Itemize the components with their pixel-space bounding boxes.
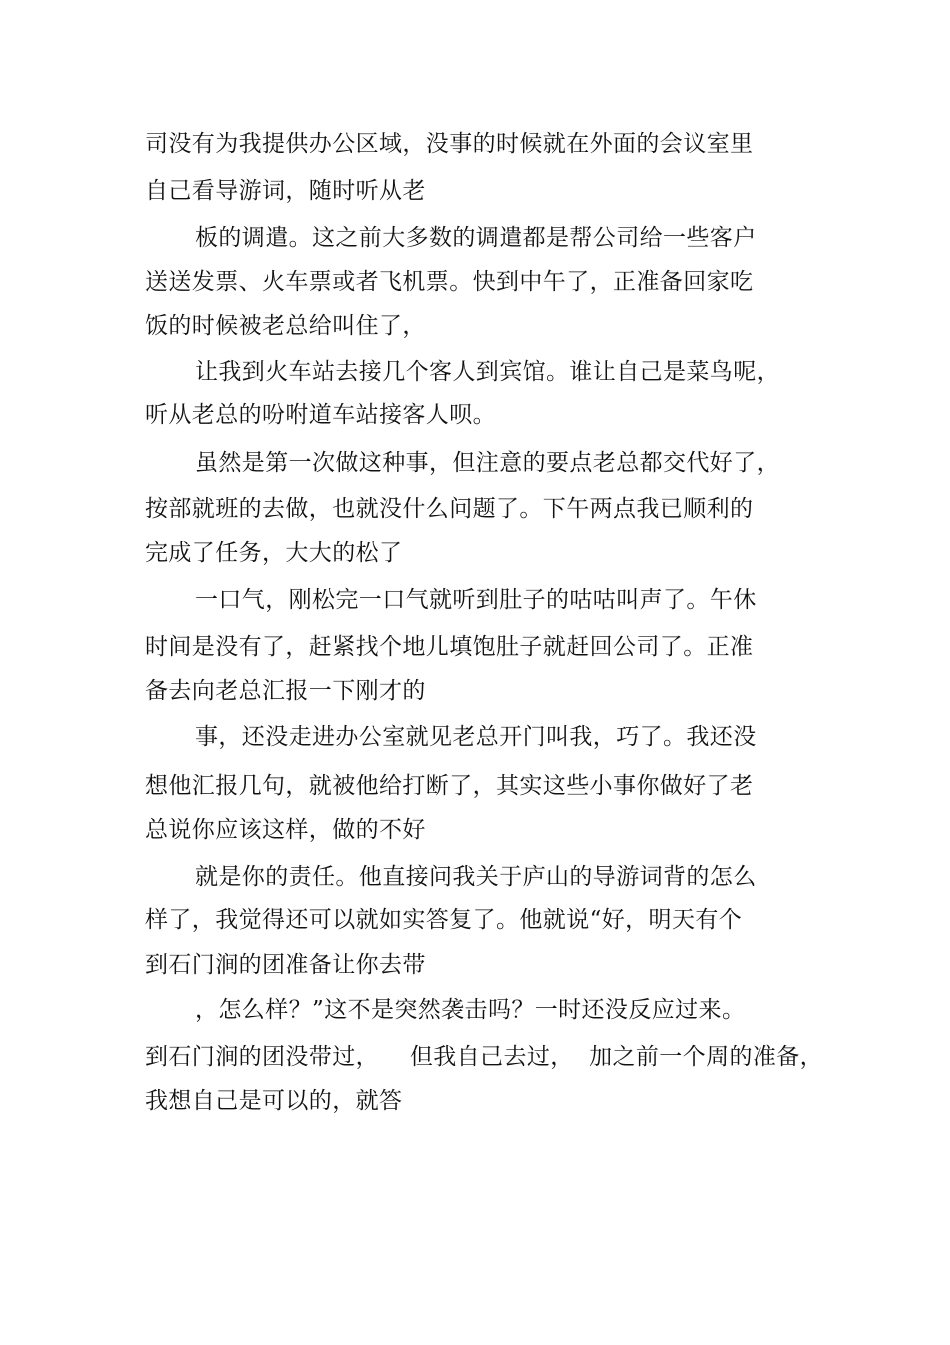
text-line: 虽然是第一次做这种事，但注意的要点老总都交代好了，: [195, 450, 780, 476]
text-line: 备去向老总汇报一下刚才的: [145, 678, 426, 704]
text-line: 到石门涧的团准备让你去带: [145, 952, 426, 978]
text-line: 完成了任务，大大的松了: [145, 540, 403, 566]
text-line: 让我到火车站去接几个客人到宾馆。谁让自己是菜鸟呢，: [195, 359, 780, 385]
text-line: 事，还没走进办公室就见老总开门叫我，巧了。我还没: [195, 724, 757, 750]
text-line: 时间是没有了，赶紧找个地儿填饱肚子就赶回公司了。正准: [145, 634, 754, 660]
text-line: 到石门涧的团没带过， 但我自己去过， 加之前一个周的准备，: [145, 1044, 824, 1070]
text-line: 听从老总的吩咐道车站接客人呗。: [145, 402, 496, 428]
text-line: 按部就班的去做，也就没什么问题了。下午两点我已顺利的: [145, 496, 754, 522]
text-line: 饭的时候被老总给叫住了，: [145, 313, 426, 339]
text-line: 一口气，刚松完一口气就听到肚子的咕咕叫声了。午休: [195, 587, 757, 613]
text-line: 我想自己是可以的，就答: [145, 1088, 403, 1114]
text-line: 送送发票、火车票或者飞机票。快到中午了，正准备回家吃: [145, 269, 754, 295]
text-line: ，怎么样？”这不是突然袭击吗？一时还没反应过来。: [195, 997, 746, 1023]
text-line: 样了，我觉得还可以就如实答复了。他就说“好，明天有个: [145, 907, 743, 933]
text-line: 板的调遣。这之前大多数的调遣都是帮公司给一些客户: [195, 225, 757, 251]
text-line: 想他汇报几句，就被他给打断了，其实这些小事你做好了老: [145, 773, 754, 799]
text-line: 自己看导游词，随时听从老: [145, 178, 426, 204]
text-line: 就是你的责任。他直接问我关于庐山的导游词背的怎么: [195, 864, 757, 890]
text-line: 司没有为我提供办公区域，没事的时候就在外面的会议室里: [145, 131, 754, 157]
text-line: 总说你应该这样，做的不好: [145, 817, 426, 843]
